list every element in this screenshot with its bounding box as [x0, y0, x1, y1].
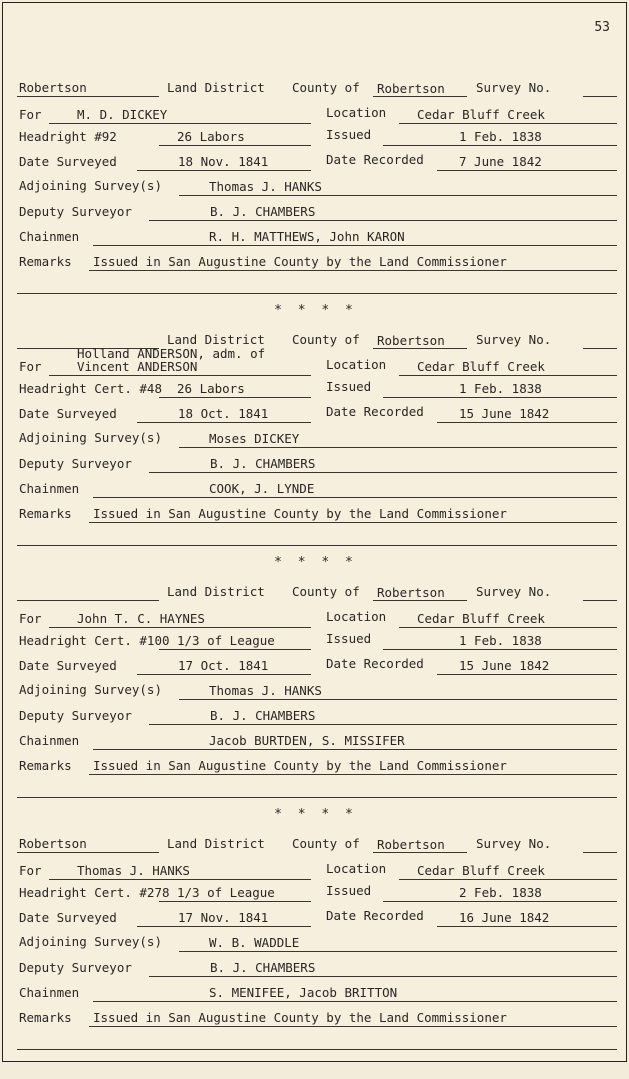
chainmen-value: COOK, J. LYNDE [209, 481, 315, 496]
survey-record [3, 829, 628, 1079]
adjoining-line [179, 951, 617, 952]
survey-record [3, 577, 628, 827]
remarks-value: Issued in San Augustine County by the Land Commissioner [93, 758, 507, 773]
land-district-label: Land District [167, 836, 265, 851]
adjoining-line [179, 699, 617, 700]
remarks-value: Issued in San Augustine County by the Land Commissioner [93, 506, 507, 521]
headright-label: Headright Cert. #48 [19, 381, 162, 396]
chainmen-line [93, 497, 617, 498]
for-line [49, 123, 311, 124]
adjoining-label: Adjoining Survey(s) [19, 178, 162, 193]
for-line [49, 375, 311, 376]
issued-label: Issued [326, 631, 372, 646]
for-name-value: John T. C. HAYNES [77, 611, 205, 626]
for-name-value: Vincent ANDERSON [77, 359, 198, 374]
issued-label: Issued [326, 379, 372, 394]
county-value: Robertson [377, 585, 445, 600]
county-of-label: County of [292, 80, 360, 95]
survey-no-line [583, 852, 617, 853]
adjoining-value: Thomas J. HANKS [209, 179, 322, 194]
adjoining-label: Adjoining Survey(s) [19, 934, 162, 949]
headright-label: Headright #92 [19, 129, 117, 144]
survey-no-label: Survey No. [476, 332, 552, 347]
date-surveyed-line [137, 422, 311, 423]
land-district-label: Land District [167, 584, 265, 599]
issued-value: 1 Feb. 1838 [459, 633, 542, 648]
for-label: For [19, 863, 42, 878]
date-surveyed-line [137, 674, 311, 675]
chainmen-label: Chainmen [19, 985, 80, 1000]
deputy-label: Deputy Surveyor [19, 204, 132, 219]
survey-no-label: Survey No. [476, 836, 552, 851]
survey-no-line [583, 96, 617, 97]
location-line [399, 375, 617, 376]
issued-value: 1 Feb. 1838 [459, 129, 542, 144]
for-line [49, 627, 311, 628]
location-label: Location [326, 861, 387, 876]
issued-line [383, 145, 617, 146]
deputy-value: B. J. CHAMBERS [210, 960, 316, 975]
deputy-value: B. J. CHAMBERS [210, 456, 316, 471]
headright-line [159, 145, 311, 146]
remarks-line [89, 1026, 617, 1027]
record-separator: * * * * [274, 303, 357, 318]
date-recorded-label: Date Recorded [326, 404, 424, 419]
chainmen-value: R. H. MATTHEWS, John KARON [209, 229, 405, 244]
date-recorded-line [437, 926, 617, 927]
county-line [373, 96, 467, 97]
county-value: Robertson [377, 333, 445, 348]
adjoining-value: W. B. WADDLE [209, 935, 300, 950]
adjoining-label: Adjoining Survey(s) [19, 682, 162, 697]
district-line [17, 852, 159, 853]
date-surveyed-value: 17 Oct. 1841 [178, 658, 269, 673]
issued-line [383, 901, 617, 902]
land-district-label: Land District [167, 332, 265, 347]
chainmen-label: Chainmen [19, 481, 80, 496]
remarks-label: Remarks [19, 254, 72, 269]
date-recorded-label: Date Recorded [326, 152, 424, 167]
date-recorded-line [437, 422, 617, 423]
remarks-line [89, 522, 617, 523]
date-recorded-line [437, 170, 617, 171]
headright-line [159, 397, 311, 398]
issued-value: 2 Feb. 1838 [459, 885, 542, 900]
county-of-label: County of [292, 836, 360, 851]
date-surveyed-label: Date Surveyed [19, 406, 117, 421]
survey-no-label: Survey No. [476, 584, 552, 599]
date-recorded-label: Date Recorded [326, 908, 424, 923]
survey-no-line [583, 600, 617, 601]
for-name-value: Thomas J. HANKS [77, 863, 190, 878]
deputy-label: Deputy Surveyor [19, 960, 132, 975]
remarks-line [89, 270, 617, 271]
adjoining-line [179, 447, 617, 448]
district-line [17, 96, 159, 97]
headright-amount: 1/3 of League [177, 633, 275, 648]
date-surveyed-label: Date Surveyed [19, 910, 117, 925]
chainmen-line [93, 749, 617, 750]
headright-label: Headright Cert. #100 [19, 633, 170, 648]
issued-value: 1 Feb. 1838 [459, 381, 542, 396]
blank-line [17, 1049, 617, 1050]
for-label: For [19, 359, 42, 374]
chainmen-line [93, 245, 617, 246]
deputy-label: Deputy Surveyor [19, 708, 132, 723]
adjoining-value: Moses DICKEY [209, 431, 300, 446]
county-value: Robertson [377, 837, 445, 852]
remarks-value: Issued in San Augustine County by the Land Commissioner [93, 1010, 507, 1025]
chainmen-label: Chainmen [19, 733, 80, 748]
county-of-label: County of [292, 584, 360, 599]
date-recorded-value: 15 June 1842 [459, 658, 550, 673]
headright-amount: 26 Labors [177, 381, 245, 396]
remarks-label: Remarks [19, 506, 72, 521]
location-line [399, 879, 617, 880]
survey-no-label: Survey No. [476, 80, 552, 95]
page-number: 53 [594, 20, 610, 35]
deputy-line [149, 976, 617, 977]
for-line1-value: Holland ANDERSON, adm. of [77, 346, 266, 361]
issued-line [383, 397, 617, 398]
location-value: Cedar Bluff Creek [417, 611, 545, 626]
blank-line [17, 797, 617, 798]
location-line [399, 123, 617, 124]
district-line [17, 600, 159, 601]
date-surveyed-value: 17 Nov. 1841 [178, 910, 269, 925]
deputy-value: B. J. CHAMBERS [210, 204, 316, 219]
date-recorded-line [437, 674, 617, 675]
blank-line [17, 545, 617, 546]
for-name-value: M. D. DICKEY [77, 107, 168, 122]
location-label: Location [326, 105, 387, 120]
county-line [373, 852, 467, 853]
date-surveyed-value: 18 Nov. 1841 [178, 154, 269, 169]
date-recorded-value: 15 June 1842 [459, 406, 550, 421]
headright-label: Headright Cert. #278 [19, 885, 170, 900]
deputy-line [149, 472, 617, 473]
location-label: Location [326, 357, 387, 372]
remarks-value: Issued in San Augustine County by the Land Commissioner [93, 254, 507, 269]
date-surveyed-label: Date Surveyed [19, 154, 117, 169]
date-surveyed-label: Date Surveyed [19, 658, 117, 673]
county-line [373, 348, 467, 349]
adjoining-line [179, 195, 617, 196]
for-label: For [19, 107, 42, 122]
headright-amount: 1/3 of League [177, 885, 275, 900]
adjoining-label: Adjoining Survey(s) [19, 430, 162, 445]
land-district-label: Land District [167, 80, 265, 95]
survey-record [3, 325, 628, 575]
headright-line [159, 901, 311, 902]
record-separator: * * * * [274, 555, 357, 570]
county-value: Robertson [377, 81, 445, 96]
remarks-line [89, 774, 617, 775]
record-separator: * * * * [274, 807, 357, 822]
deputy-value: B. J. CHAMBERS [210, 708, 316, 723]
deputy-line [149, 724, 617, 725]
issued-label: Issued [326, 883, 372, 898]
county-line [373, 600, 467, 601]
location-value: Cedar Bluff Creek [417, 107, 545, 122]
document-page [2, 2, 627, 1062]
issued-label: Issued [326, 127, 372, 142]
location-value: Cedar Bluff Creek [417, 359, 545, 374]
remarks-label: Remarks [19, 758, 72, 773]
date-recorded-value: 16 June 1842 [459, 910, 550, 925]
date-recorded-label: Date Recorded [326, 656, 424, 671]
location-line [399, 627, 617, 628]
headright-amount: 26 Labors [177, 129, 245, 144]
date-surveyed-line [137, 926, 311, 927]
issued-line [383, 649, 617, 650]
headright-line [159, 649, 311, 650]
deputy-line [149, 220, 617, 221]
chainmen-value: Jacob BURTDEN, S. MISSIFER [209, 733, 405, 748]
location-value: Cedar Bluff Creek [417, 863, 545, 878]
survey-no-line [583, 348, 617, 349]
date-surveyed-value: 18 Oct. 1841 [178, 406, 269, 421]
county-of-label: County of [292, 332, 360, 347]
for-line [49, 879, 311, 880]
deputy-label: Deputy Surveyor [19, 456, 132, 471]
date-surveyed-line [137, 170, 311, 171]
chainmen-line [93, 1001, 617, 1002]
for-label: For [19, 611, 42, 626]
chainmen-value: S. MENIFEE, Jacob BRITTON [209, 985, 398, 1000]
survey-record [3, 73, 628, 323]
date-recorded-value: 7 June 1842 [459, 154, 542, 169]
chainmen-label: Chainmen [19, 229, 80, 244]
district-value: Robertson [19, 80, 87, 95]
adjoining-value: Thomas J. HANKS [209, 683, 322, 698]
district-value: Robertson [19, 836, 87, 851]
blank-line [17, 293, 617, 294]
location-label: Location [326, 609, 387, 624]
remarks-label: Remarks [19, 1010, 72, 1025]
